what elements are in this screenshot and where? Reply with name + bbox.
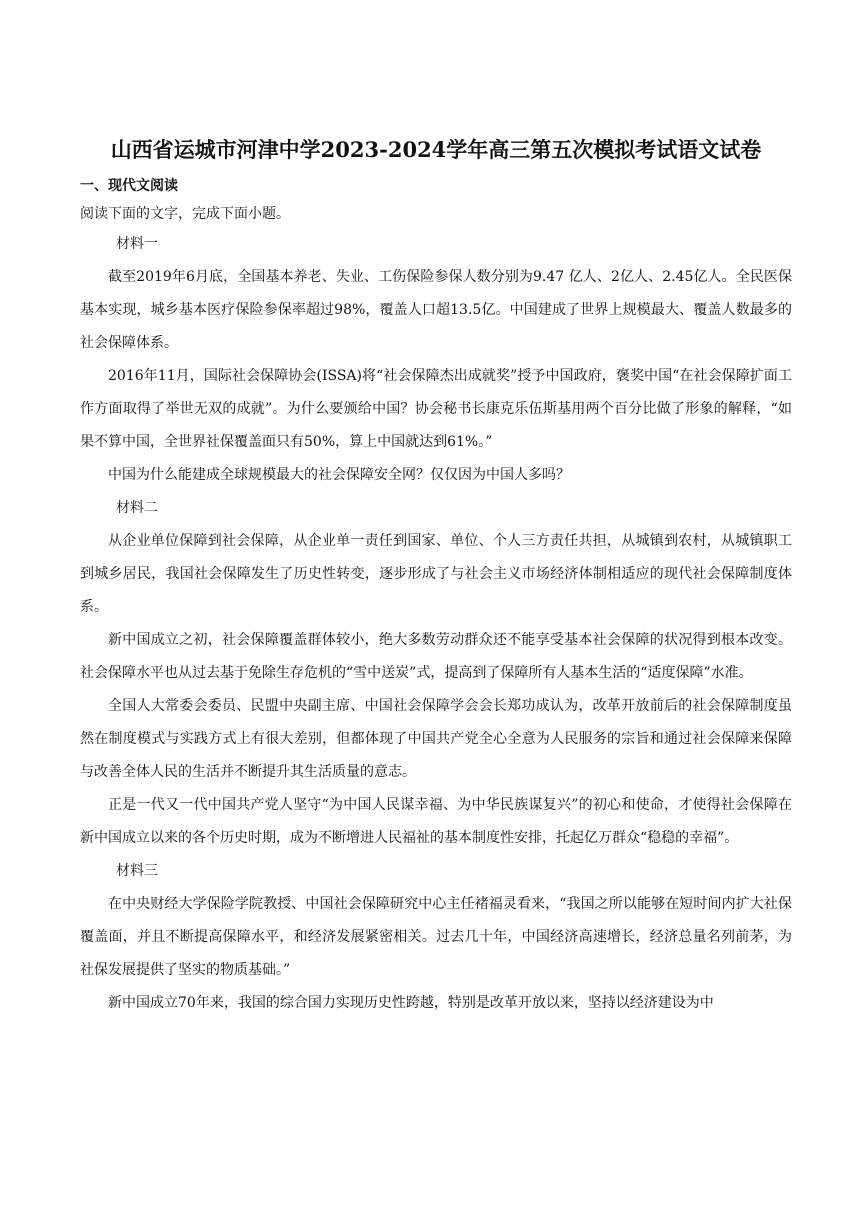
material-3-paragraph-1: 在中央财经大学保险学院教授、中国社会保障研究中心主任褚福灵看来，“我国之所以能够在短时间内扩大社保覆盖面，并且不断提高保障水平，和经济发展紧密相关。过去几十年，中国经济高速增长，经济总量名列前茅，为社保发展提供了坚实的物质基础。” bbox=[80, 896, 792, 978]
material-1-paragraph-1: 截至2019年6月底，全国基本养老、失业、工伤保险参保人数分别为9.47 亿人、2亿人、2.45亿人。全民医保基本实现，城乡基本医疗保险参保率超过98%，覆盖人口超13.5亿。中国建成了世界上规模最大、覆盖人数最多的社会保障体系。 bbox=[80, 269, 792, 351]
material-1-paragraph-2: 2016年11月，国际社会保障协会(ISSA)将“社会保障杰出成就奖”授予中国政府，褒奖中国“在社会保障扩面工作方面取得了举世无双的成就”。为什么要颁给中国？协会秘书长康克乐伍斯基用两个百分比做了形象的解释，“如果不算中国，全世界社保覆盖面只有50%，算上中国就达到61%。” bbox=[80, 368, 792, 450]
material-2-paragraph-3: 全国人大常委会委员、民盟中央副主席、中国社会保障学会会长郑功成认为，改革开放前后的社会保障制度虽然在制度模式与实践方式上有很大差别，但都体现了中国共产党全心全意为人民服务的宗旨和通过社会保障来保障与改善全体人民的生活并不断提升其生活质量的意志。 bbox=[80, 698, 792, 780]
material-1-label: 材料一 bbox=[116, 236, 158, 252]
material-2-paragraph-2: 新中国成立之初，社会保障覆盖群体较小，绝大多数劳动群众还不能享受基本社会保障的状况得到根本改变。社会保障水平也从过去基于免除生存危机的“雪中送炭”式，提高到了保障所有人基本生活的“适度保障”水准。 bbox=[80, 632, 792, 681]
material-2-label: 材料二 bbox=[116, 500, 158, 516]
material-3-paragraph-2: 新中国成立70年来，我国的综合国力实现历史性跨越，特别是改革开放以来，坚持以经济建设为中 bbox=[108, 995, 714, 1011]
material-3-label: 材料三 bbox=[116, 863, 158, 879]
document-title: 山西省运城市河津中学2023-2024学年高三第五次模拟考试语文试卷 bbox=[110, 137, 762, 162]
instruction-text: 阅读下面的文字，完成下面小题。 bbox=[80, 206, 290, 222]
section-heading: 一、现代文阅读 bbox=[80, 178, 178, 194]
material-2-paragraph-4: 正是一代又一代中国共产党人坚守“为中国人民谋幸福、为中华民族谋复兴”的初心和使命，才使得社会保障在新中国成立以来的各个历史时期，成为不断增进人民福祉的基本制度性安排，托起亿万群众“稳稳的幸福”。 bbox=[80, 797, 792, 846]
document-page bbox=[80, 128, 792, 1020]
material-1-paragraph-3: 中国为什么能建成全球规模最大的社会保障安全网？仅仅因为中国人多吗？ bbox=[108, 467, 570, 483]
material-2-paragraph-1: 从企业单位保障到社会保障，从企业单一责任到国家、单位、个人三方责任共担，从城镇到农村，从城镇职工到城乡居民，我国社会保障发生了历史性转变，逐步形成了与社会主义市场经济体制相适应的现代社会保障制度体系。 bbox=[80, 533, 792, 615]
